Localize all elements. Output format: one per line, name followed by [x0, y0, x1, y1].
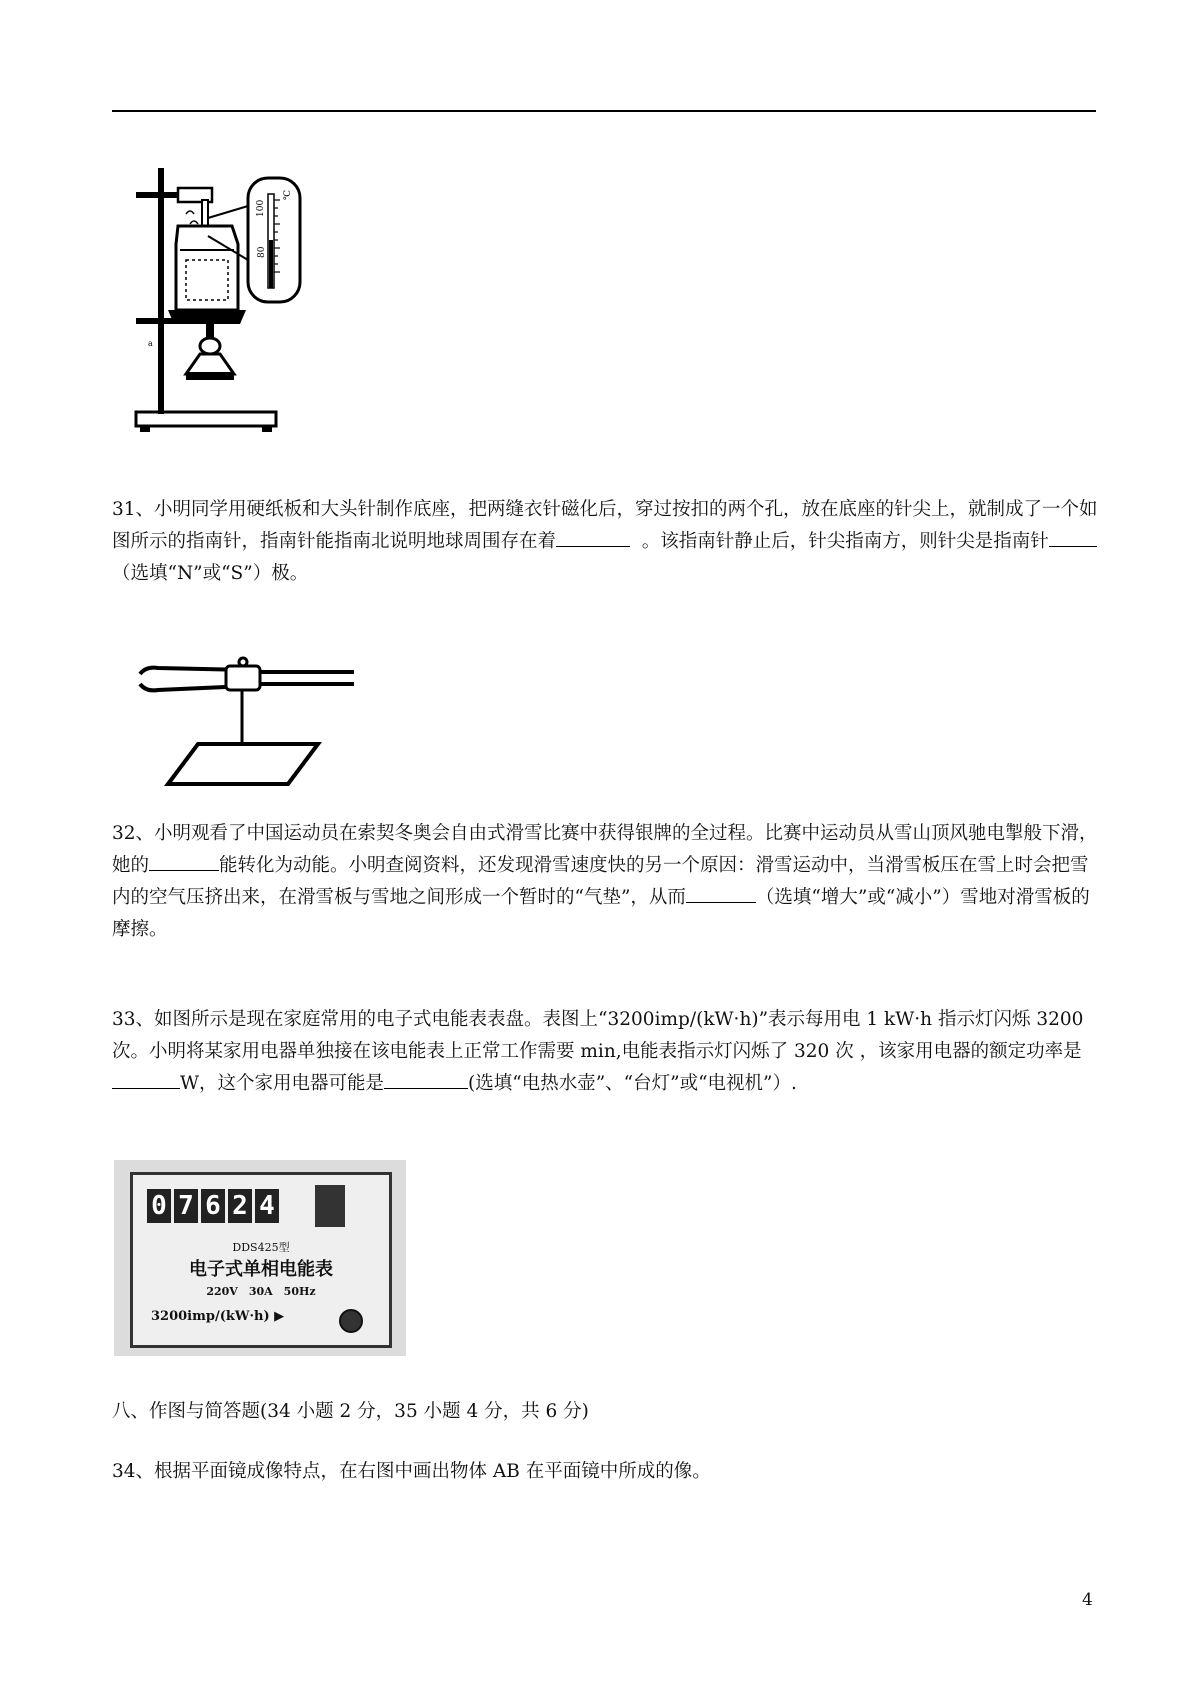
meter-digit: 6 [201, 1189, 225, 1223]
meter-digit: 2 [228, 1189, 252, 1223]
question-31 [112, 494, 1100, 590]
play-arrow-icon: ▶ [274, 1309, 285, 1324]
boiling-apparatus-figure [128, 160, 336, 442]
meter-model: DDS425型 [232, 1241, 290, 1254]
meter-unit-box [315, 1185, 345, 1227]
thermo-scale-mid: 80 [257, 246, 267, 258]
q31-text-2: 。该指南针静止后，针尖指南方，则针尖是指南针 [641, 531, 1049, 552]
question-33 [112, 1004, 1100, 1100]
q33-text-1: 33、如图所示是现在家庭常用的电子式电能表表盘。表图上“3200imp/(kW·h)”表示每用电 1 kW·h 指示灯闪烁 3200 次。小明将某家用电器单独接在该电能表上正常工作需要 min,电能表指示灯闪烁了 320 次 ，该家用电器的额定功率是 [112, 1009, 1084, 1062]
q32-text-1: 32、小明观看了中国运动员在索契冬奥会自由式滑雪比赛中获得银牌的全过程。比赛中运动员从雪山顶风驰电掣般下滑，她的 [112, 823, 1098, 876]
q32-text-3: （选填“增大”或“减小”）雪地对滑雪板的摩擦。 [112, 887, 1090, 940]
q32-blank-2 [686, 884, 756, 903]
indicator-light-icon [339, 1309, 363, 1333]
thermo-unit: ℃ [283, 189, 293, 200]
q32-blank-1 [149, 852, 219, 871]
meter-digit-window [147, 1189, 279, 1223]
meter-spec: 220V 30A 50Hz [206, 1285, 316, 1298]
q31-blank-1 [556, 528, 630, 547]
question-34: 34、根据平面镜成像特点，在右图中画出物体 AB 在平面镜中所成的像。 [112, 1461, 711, 1482]
question-32 [112, 818, 1100, 946]
needle-compass-figure [138, 656, 356, 786]
header-rule [112, 110, 1096, 112]
meter-imp-label [151, 1309, 284, 1324]
meter-panel [130, 1172, 392, 1348]
q33-text-2: W，这个家用电器可能是 [180, 1073, 385, 1094]
q31-blank-2 [1049, 528, 1097, 547]
meter-imp: 3200imp/(kW·h) [151, 1309, 270, 1324]
meter-digit: 0 [147, 1189, 171, 1223]
energy-meter-figure [114, 1160, 406, 1356]
q32-text-2: 能转化为动能。小明查阅资料，还发现滑雪速度快的另一个原因：滑雪运动中，当滑雪板压在雪上时会把雪内的空气压挤出来，在滑雪板与雪地之间形成一个暂时的“气垫”，从而 [112, 855, 1089, 908]
page-number: 4 [1082, 1590, 1093, 1610]
meter-name: 电子式单相电能表 [189, 1259, 333, 1280]
q33-blank-2 [384, 1070, 468, 1089]
q33-blank-1 [112, 1070, 180, 1089]
q31-text-1: 31、小明同学用硬纸板和大头针制作底座，把两缝衣针磁化后，穿过按扣的两个孔，放在底座的针尖上，就制成了一个如图所示的指南针，指南针能指南北说明地球周围存在着 [112, 499, 1098, 552]
thermo-scale-top: 100 [256, 199, 266, 217]
section-8-heading: 八、作图与简答题(34 小题 2 分，35 小题 4 分，共 6 分) [112, 1401, 589, 1422]
q33-text-3: (选填“电热水壶”、“台灯”或“电视机”）. [468, 1073, 797, 1094]
meter-digit: 4 [255, 1189, 279, 1223]
q31-text-3: （选填“N”或“S”）极。 [112, 563, 309, 584]
svg-text:a: a [148, 339, 153, 348]
meter-digit: 7 [174, 1189, 198, 1223]
